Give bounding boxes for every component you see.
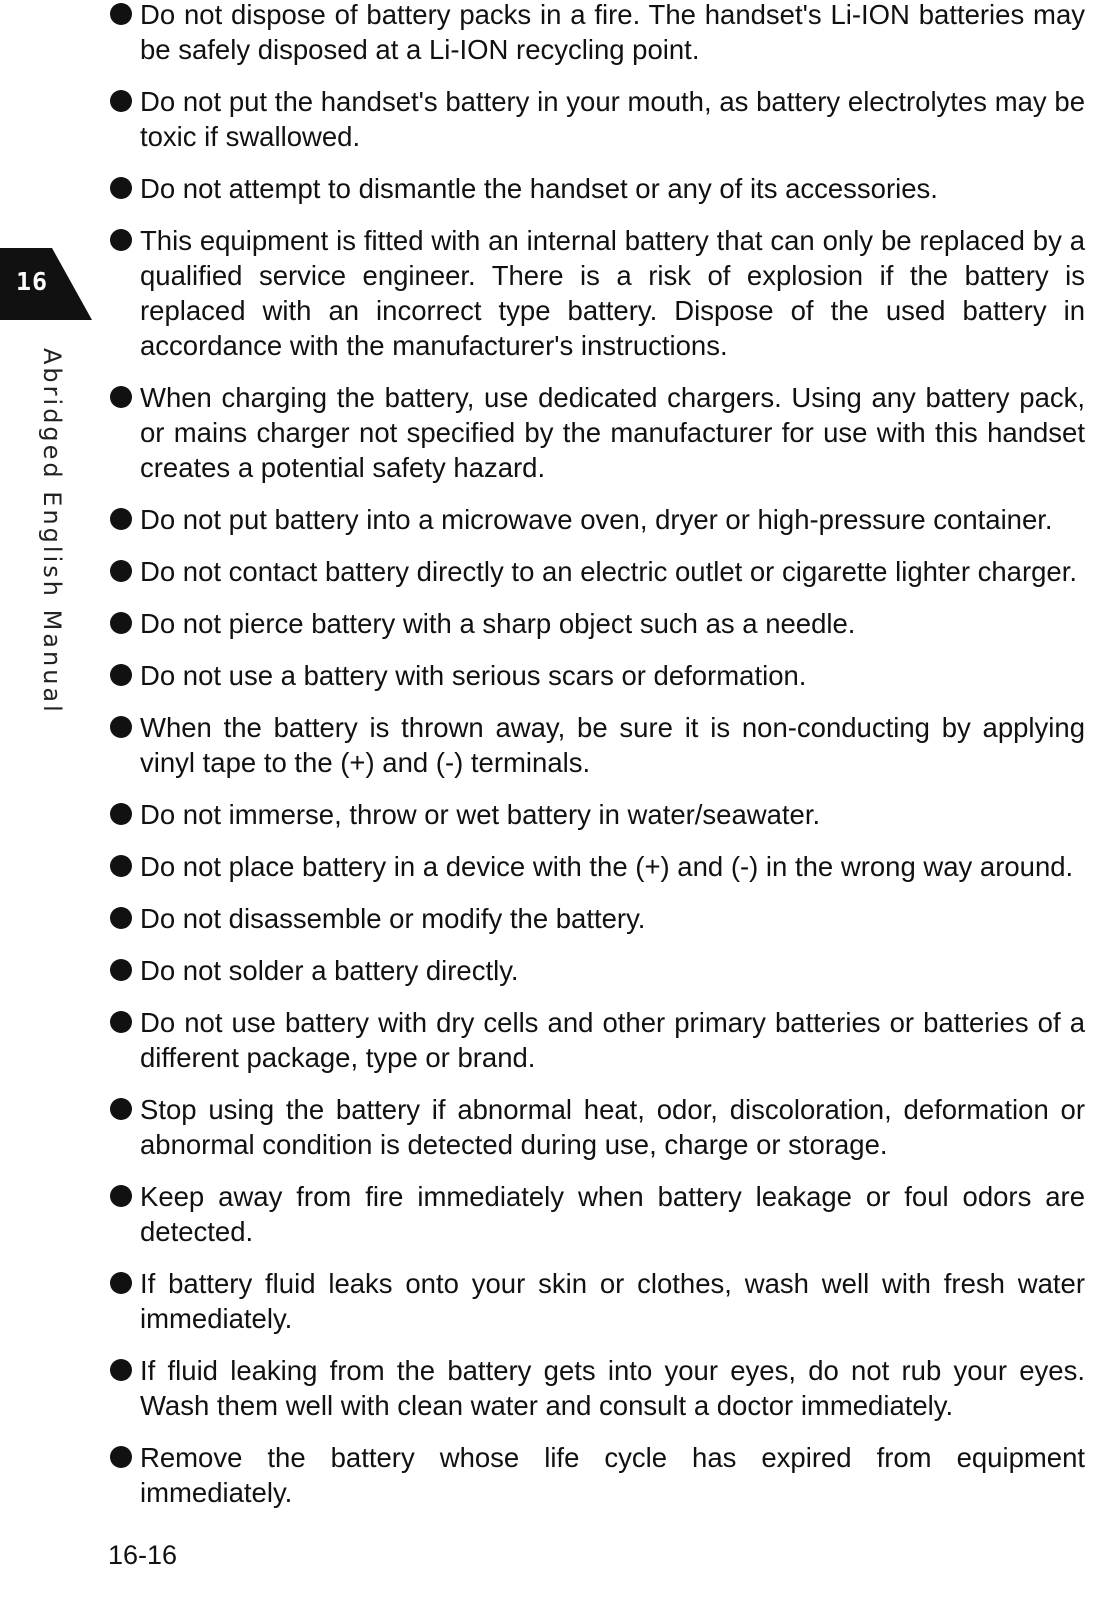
list-item — [110, 849, 1085, 884]
list-item — [110, 84, 1085, 154]
bullet-icon — [110, 1272, 132, 1294]
list-item — [110, 797, 1085, 832]
bullet-icon — [110, 855, 132, 877]
bullet-icon — [110, 90, 132, 112]
list-item — [110, 953, 1085, 988]
list-item — [110, 1005, 1085, 1075]
list-item-text: Do not use battery with dry cells and other primary batteries or batteries of a different package, type or brand. — [140, 1007, 1085, 1073]
bullet-icon — [110, 1011, 132, 1033]
list-item-text: Do not dispose of battery packs in a fire. The handset's Li-ION batteries may be safely disposed at a Li-ION recycling point. — [140, 0, 1085, 65]
bullet-icon — [110, 508, 132, 530]
list-item-text: Do not immerse, throw or wet battery in water/seawater. — [140, 799, 821, 830]
page-number: 16-16 — [108, 1540, 178, 1570]
list-item — [110, 0, 1085, 67]
list-item-text: Remove the battery whose life cycle has expired from equipment immediately. — [140, 1442, 1085, 1508]
list-item-text: If fluid leaking from the battery gets into your eyes, do not rub your eyes. Wash them well with clean water and consult a doctor immediately. — [140, 1355, 1085, 1421]
list-item-text: Do not disassemble or modify the battery. — [140, 903, 646, 934]
list-item — [110, 171, 1085, 206]
bullet-icon — [110, 229, 132, 251]
bullet-icon — [110, 1098, 132, 1120]
list-item-text: Keep away from fire immediately when battery leakage or foul odors are detected. — [140, 1181, 1085, 1247]
chapter-tab — [0, 248, 92, 330]
list-item — [110, 1440, 1085, 1510]
list-item-text: Do not contact battery directly to an electric outlet or cigarette lighter charger. — [140, 556, 1078, 587]
list-item — [110, 710, 1085, 780]
list-item-text: Do not solder a battery directly. — [140, 955, 519, 986]
section-side-label: Abridged English Manual — [38, 348, 66, 715]
bullet-icon — [110, 716, 132, 738]
chapter-number: 16 — [15, 267, 49, 296]
list-item-text: Do not put battery into a microwave oven, dryer or high-pressure container. — [140, 504, 1053, 535]
bullet-icon — [110, 3, 132, 25]
battery-safety-list — [110, 0, 1085, 1527]
list-item-text: Do not use a battery with serious scars or deformation. — [140, 660, 807, 691]
list-item — [110, 223, 1085, 363]
bullet-icon — [110, 1185, 132, 1207]
list-item — [110, 1179, 1085, 1249]
list-item-text: When charging the battery, use dedicated chargers. Using any battery pack, or mains charger not specified by the manufacturer for use with this handset creates a potential safety hazard. — [140, 382, 1085, 483]
bullet-icon — [110, 1446, 132, 1468]
bullet-icon — [110, 560, 132, 582]
bullet-icon — [110, 177, 132, 199]
bullet-icon — [110, 664, 132, 686]
list-item-text: This equipment is fitted with an internal battery that can only be replaced by a qualified service engineer. There is a risk of explosion if the battery is replaced with an incorrect type battery. Dispose of the used battery in accordance with the manufacturer's instructions. — [140, 225, 1085, 361]
list-item-text: If battery fluid leaks onto your skin or clothes, wash well with fresh water immediately. — [140, 1268, 1085, 1334]
list-item — [110, 554, 1085, 589]
list-item — [110, 1266, 1085, 1336]
bullet-icon — [110, 1359, 132, 1381]
bullet-icon — [110, 386, 132, 408]
list-item — [110, 1092, 1085, 1162]
list-item-text: Stop using the battery if abnormal heat, odor, discoloration, deformation or abnormal condition is detected during use, charge or storage. — [140, 1094, 1085, 1160]
list-item — [110, 1353, 1085, 1423]
bullet-icon — [110, 803, 132, 825]
list-item-text: Do not attempt to dismantle the handset or any of its accessories. — [140, 173, 938, 204]
list-item — [110, 901, 1085, 936]
list-item-text: Do not place battery in a device with the (+) and (-) in the wrong way around. — [140, 851, 1074, 882]
list-item — [110, 380, 1085, 485]
list-item-text: Do not pierce battery with a sharp object such as a needle. — [140, 608, 856, 639]
bullet-icon — [110, 907, 132, 929]
list-item-text: Do not put the handset's battery in your mouth, as battery electrolytes may be toxic if swallowed. — [140, 86, 1085, 152]
bullet-icon — [110, 959, 132, 981]
list-item-text: When the battery is thrown away, be sure it is non-conducting by applying vinyl tape to the (+) and (-) terminals. — [140, 712, 1085, 778]
bullet-icon — [110, 612, 132, 634]
list-item — [110, 502, 1085, 537]
list-item — [110, 606, 1085, 641]
list-item — [110, 658, 1085, 693]
